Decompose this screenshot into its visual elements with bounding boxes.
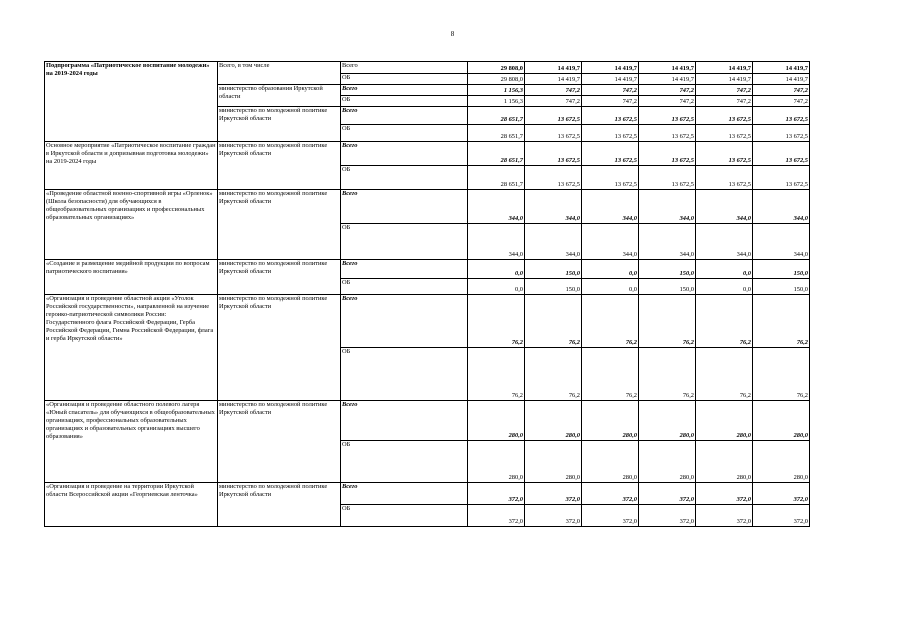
executor-cell: министерство по молодежной политике Иркутской области bbox=[218, 142, 341, 190]
executor-cell: Всего, в том числе bbox=[218, 62, 341, 85]
amount-cell: 14 419,7 bbox=[639, 74, 696, 85]
funding-source-cell: Всего bbox=[341, 483, 468, 505]
amount-cell: 344,0 bbox=[696, 190, 753, 224]
amount-cell: 14 419,7 bbox=[582, 62, 639, 74]
amount-cell: 280,0 bbox=[468, 441, 525, 483]
page-number: 8 bbox=[450, 30, 455, 38]
amount-cell: 280,0 bbox=[696, 441, 753, 483]
amount-cell: 76,2 bbox=[753, 295, 810, 348]
activity-name: «Организация и проведение на территории Иркутской области Всероссийской акции «Георгиевская ленточка» bbox=[45, 483, 218, 527]
amount-cell: 76,2 bbox=[639, 295, 696, 348]
amount-cell: 372,0 bbox=[753, 483, 810, 505]
amount-cell: 372,0 bbox=[696, 505, 753, 527]
amount-cell: 280,0 bbox=[639, 401, 696, 441]
amount-cell: 747,2 bbox=[696, 85, 753, 96]
amount-cell: 280,0 bbox=[582, 401, 639, 441]
amount-cell: 280,0 bbox=[753, 441, 810, 483]
amount-cell: 28 651,7 bbox=[468, 166, 525, 190]
amount-cell: 14 419,7 bbox=[696, 74, 753, 85]
amount-cell: 76,2 bbox=[582, 348, 639, 401]
amount-cell: 13 672,5 bbox=[753, 142, 810, 166]
activity-name: «Организация и проведение областного полевого лагеря «Юный спасатель» для обучающихся в общеобразовательных организациях, профессиональных образовательных организациях и образовательных организациях высшего образования» bbox=[45, 401, 218, 483]
amount-cell: 14 419,7 bbox=[582, 74, 639, 85]
amount-cell: 372,0 bbox=[582, 483, 639, 505]
amount-cell: 0,0 bbox=[582, 260, 639, 279]
amount-cell: 76,2 bbox=[468, 348, 525, 401]
table-row bbox=[45, 295, 810, 348]
funding-source-cell: ОБ bbox=[341, 224, 468, 260]
amount-cell: 280,0 bbox=[639, 441, 696, 483]
amount-cell: 13 672,5 bbox=[639, 142, 696, 166]
funding-source-cell: Всего bbox=[341, 260, 468, 279]
amount-cell: 1 156,3 bbox=[468, 85, 525, 96]
amount-cell: 372,0 bbox=[525, 505, 582, 527]
amount-cell: 76,2 bbox=[468, 295, 525, 348]
executor-cell: министерство образования Иркутской области bbox=[218, 85, 341, 107]
amount-cell: 13 672,5 bbox=[525, 166, 582, 190]
amount-cell: 29 808,0 bbox=[468, 74, 525, 85]
amount-cell: 344,0 bbox=[468, 190, 525, 224]
funding-source-cell: ОБ bbox=[341, 125, 468, 142]
amount-cell: 344,0 bbox=[639, 190, 696, 224]
amount-cell: 344,0 bbox=[753, 190, 810, 224]
amount-cell: 76,2 bbox=[753, 348, 810, 401]
amount-cell: 372,0 bbox=[525, 483, 582, 505]
amount-cell: 344,0 bbox=[468, 224, 525, 260]
budget-table bbox=[44, 61, 810, 527]
amount-cell: 76,2 bbox=[525, 295, 582, 348]
amount-cell: 747,2 bbox=[753, 85, 810, 96]
table-row bbox=[45, 62, 810, 74]
activity-name: «Организация и проведение областной акции «Уголок Российской государственности», направленной на изучение героико-патриотической символики России: Государственного флага Российской Федерации, Герба Российской Федерации, Гимна Российской Федерации, флага и герба Иркутской области» bbox=[45, 295, 218, 401]
amount-cell: 747,2 bbox=[525, 96, 582, 107]
amount-cell: 14 419,7 bbox=[753, 62, 810, 74]
amount-cell: 28 651,7 bbox=[468, 142, 525, 166]
funding-source-cell: Всего bbox=[341, 190, 468, 224]
amount-cell: 344,0 bbox=[525, 190, 582, 224]
amount-cell: 13 672,5 bbox=[696, 107, 753, 125]
table-row bbox=[45, 483, 810, 505]
executor-cell: министерство по молодежной политике Иркутской области bbox=[218, 190, 341, 260]
funding-source-cell: Всего bbox=[341, 85, 468, 96]
amount-cell: 76,2 bbox=[582, 295, 639, 348]
funding-source-cell: ОБ bbox=[341, 96, 468, 107]
amount-cell: 344,0 bbox=[696, 224, 753, 260]
amount-cell: 1 156,3 bbox=[468, 96, 525, 107]
amount-cell: 13 672,5 bbox=[696, 125, 753, 142]
activity-name: «Создание и размещение медийной продукции по вопросам патриотического воспитания» bbox=[45, 260, 218, 295]
funding-source-cell: ОБ bbox=[341, 74, 468, 85]
activity-name: Основное мероприятие «Патриотическое воспитание граждан в Иркутской области и допризывная подготовка молодежи» на 2019-2024 годы bbox=[45, 142, 218, 190]
amount-cell: 13 672,5 bbox=[696, 166, 753, 190]
amount-cell: 0,0 bbox=[468, 279, 525, 295]
amount-cell: 344,0 bbox=[525, 224, 582, 260]
amount-cell: 150,0 bbox=[639, 260, 696, 279]
amount-cell: 29 808,0 bbox=[468, 62, 525, 74]
funding-source-cell: ОБ bbox=[341, 441, 468, 483]
table-row bbox=[45, 260, 810, 279]
amount-cell: 76,2 bbox=[696, 295, 753, 348]
amount-cell: 76,2 bbox=[525, 348, 582, 401]
funding-source-cell: ОБ bbox=[341, 348, 468, 401]
amount-cell: 150,0 bbox=[753, 260, 810, 279]
amount-cell: 372,0 bbox=[468, 483, 525, 505]
amount-cell: 0,0 bbox=[468, 260, 525, 279]
amount-cell: 747,2 bbox=[753, 96, 810, 107]
funding-source-cell: Всего bbox=[341, 142, 468, 166]
table-row bbox=[45, 401, 810, 441]
amount-cell: 0,0 bbox=[582, 279, 639, 295]
funding-source-cell: Всего bbox=[341, 295, 468, 348]
amount-cell: 13 672,5 bbox=[639, 107, 696, 125]
amount-cell: 372,0 bbox=[753, 505, 810, 527]
amount-cell: 13 672,5 bbox=[525, 125, 582, 142]
executor-cell: министерство по молодежной политике Иркутской области bbox=[218, 107, 341, 142]
amount-cell: 13 672,5 bbox=[582, 166, 639, 190]
amount-cell: 280,0 bbox=[525, 441, 582, 483]
amount-cell: 747,2 bbox=[525, 85, 582, 96]
funding-source-cell: Всего bbox=[341, 62, 468, 74]
executor-cell: министерство по молодежной политике Иркутской области bbox=[218, 260, 341, 295]
amount-cell: 14 419,7 bbox=[696, 62, 753, 74]
amount-cell: 372,0 bbox=[639, 505, 696, 527]
activity-name: «Проведение областной военно-спортивной игры «Орленок» (Школа безопасности) для обучающихся в общеобразовательных организациях и профессиональных образовательных организациях» bbox=[45, 190, 218, 260]
amount-cell: 372,0 bbox=[582, 505, 639, 527]
amount-cell: 0,0 bbox=[696, 260, 753, 279]
amount-cell: 344,0 bbox=[639, 224, 696, 260]
amount-cell: 372,0 bbox=[696, 483, 753, 505]
amount-cell: 13 672,5 bbox=[753, 107, 810, 125]
activity-name: Подпрограмма «Патриотическое воспитание молодежи» на 2019-2024 годы bbox=[45, 62, 218, 142]
amount-cell: 76,2 bbox=[639, 348, 696, 401]
amount-cell: 280,0 bbox=[525, 401, 582, 441]
amount-cell: 747,2 bbox=[582, 96, 639, 107]
amount-cell: 280,0 bbox=[582, 441, 639, 483]
funding-source-cell: Всего bbox=[341, 401, 468, 441]
funding-source-cell: Всего bbox=[341, 107, 468, 125]
amount-cell: 747,2 bbox=[639, 96, 696, 107]
amount-cell: 344,0 bbox=[582, 224, 639, 260]
amount-cell: 14 419,7 bbox=[753, 74, 810, 85]
amount-cell: 747,2 bbox=[582, 85, 639, 96]
amount-cell: 13 672,5 bbox=[525, 142, 582, 166]
funding-source-cell: ОБ bbox=[341, 166, 468, 190]
amount-cell: 344,0 bbox=[753, 224, 810, 260]
amount-cell: 280,0 bbox=[753, 401, 810, 441]
table-row bbox=[45, 190, 810, 224]
amount-cell: 280,0 bbox=[468, 401, 525, 441]
amount-cell: 13 672,5 bbox=[639, 125, 696, 142]
executor-cell: министерство по молодежной политике Иркутской области bbox=[218, 295, 341, 401]
amount-cell: 13 672,5 bbox=[696, 142, 753, 166]
amount-cell: 13 672,5 bbox=[639, 166, 696, 190]
amount-cell: 14 419,7 bbox=[639, 62, 696, 74]
amount-cell: 13 672,5 bbox=[582, 107, 639, 125]
amount-cell: 150,0 bbox=[525, 260, 582, 279]
amount-cell: 747,2 bbox=[696, 96, 753, 107]
amount-cell: 344,0 bbox=[582, 190, 639, 224]
executor-cell: министерство по молодежной политике Иркутской области bbox=[218, 401, 341, 483]
amount-cell: 372,0 bbox=[639, 483, 696, 505]
funding-source-cell: ОБ bbox=[341, 279, 468, 295]
amount-cell: 28 651,7 bbox=[468, 125, 525, 142]
amount-cell: 372,0 bbox=[468, 505, 525, 527]
amount-cell: 747,2 bbox=[639, 85, 696, 96]
amount-cell: 150,0 bbox=[753, 279, 810, 295]
amount-cell: 14 419,7 bbox=[525, 74, 582, 85]
amount-cell: 13 672,5 bbox=[582, 142, 639, 166]
amount-cell: 0,0 bbox=[696, 279, 753, 295]
amount-cell: 28 651,7 bbox=[468, 107, 525, 125]
amount-cell: 150,0 bbox=[525, 279, 582, 295]
amount-cell: 13 672,5 bbox=[582, 125, 639, 142]
amount-cell: 13 672,5 bbox=[753, 125, 810, 142]
table-row bbox=[45, 142, 810, 166]
amount-cell: 13 672,5 bbox=[753, 166, 810, 190]
executor-cell: министерство по молодежной политике Иркутской области bbox=[218, 483, 341, 527]
amount-cell: 13 672,5 bbox=[525, 107, 582, 125]
funding-source-cell: ОБ bbox=[341, 505, 468, 527]
amount-cell: 14 419,7 bbox=[525, 62, 582, 74]
amount-cell: 76,2 bbox=[696, 348, 753, 401]
amount-cell: 150,0 bbox=[639, 279, 696, 295]
amount-cell: 280,0 bbox=[696, 401, 753, 441]
